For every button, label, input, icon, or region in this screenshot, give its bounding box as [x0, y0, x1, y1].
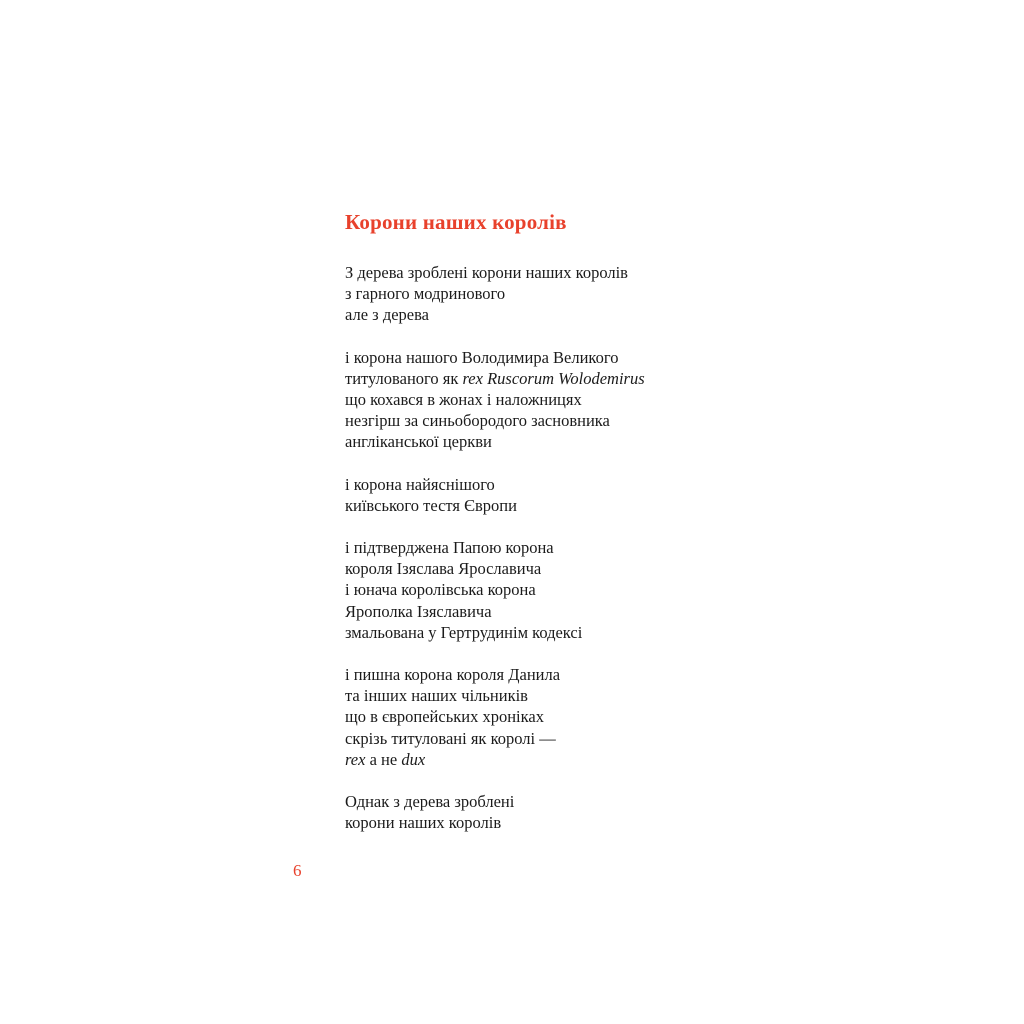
poem-line: титулованого як rex Ruscorum Wolodemirus	[345, 368, 645, 388]
page-number: 6	[293, 861, 302, 880]
poem-line: і пишна корона короля Данила	[345, 665, 561, 685]
poem-line: скрізь титуловані як королі —	[345, 728, 556, 748]
poem-body	[345, 262, 905, 854]
poem-line: змальована у Гертрудинім кодексі	[345, 622, 583, 642]
poem-line: та інших наших чільників	[345, 686, 528, 706]
poem-stanza	[345, 537, 905, 643]
poem-stanza	[345, 474, 905, 516]
poem-line: з гарного модринового	[345, 284, 506, 304]
poem-line: Ярополка Ізяславича	[345, 601, 492, 621]
poem-line: англіканської церкви	[345, 432, 492, 452]
poem-line: і корона найяснішого	[345, 474, 495, 494]
poem-stanza	[345, 347, 905, 453]
poem-stanza	[345, 791, 905, 833]
poem-line: і корона нашого Володимира Великого	[345, 347, 619, 367]
poem-line: але з дерева	[345, 305, 430, 325]
poem-line: незгірш за синьобородого засновника	[345, 411, 610, 431]
poem-line: Однак з дерева зроблені	[345, 792, 515, 812]
poem-line: що кохався в жонах і наложницях	[345, 390, 582, 410]
poem-line: З дерева зроблені корони наших королів	[345, 263, 628, 282]
poem-stanza	[345, 262, 905, 326]
poem-line: rex а не dux	[345, 749, 426, 769]
poem-line: і юнача королівська корона	[345, 580, 536, 600]
page-title: Корони наших королів	[345, 210, 567, 235]
poem-line: київського тестя Європи	[345, 495, 517, 515]
poem-line: корони наших королів	[345, 813, 502, 833]
poem-line: короля Ізяслава Ярославича	[345, 559, 542, 579]
poem-stanza	[345, 664, 905, 770]
poem-line: що в європейських хроніках	[345, 707, 544, 727]
poem-line: і підтверджена Папою корона	[345, 538, 554, 558]
